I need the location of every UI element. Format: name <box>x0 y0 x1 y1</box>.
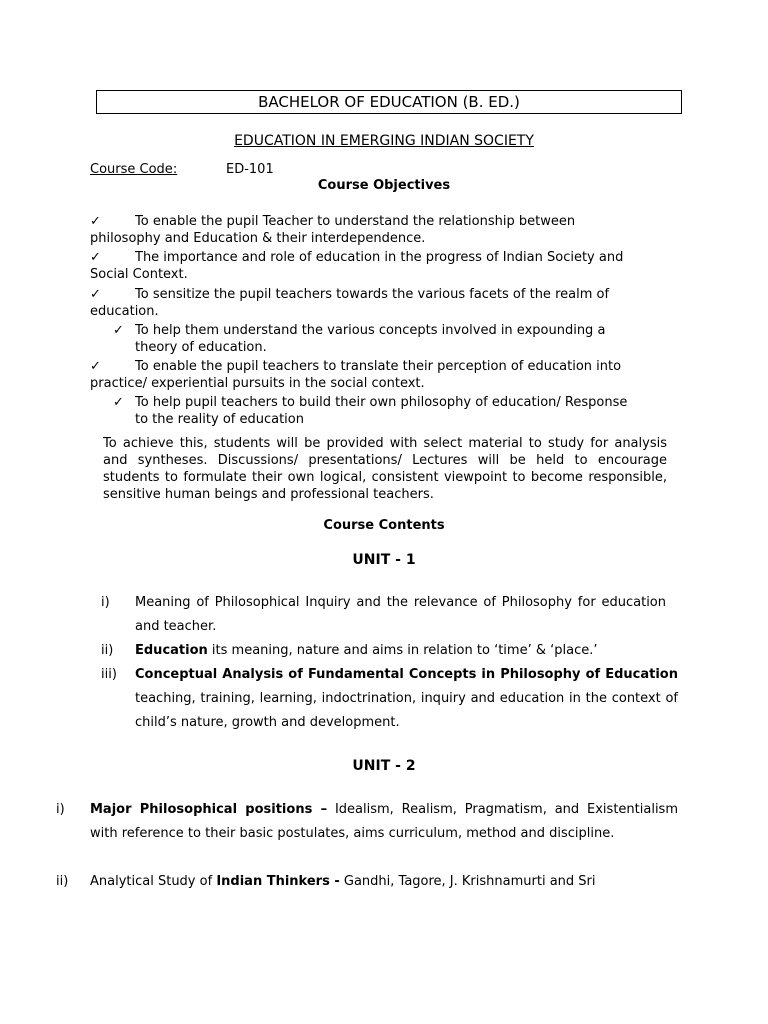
item-text-prefix: Analytical Study of <box>90 874 217 889</box>
objective-continuation: Social Context. <box>90 267 188 282</box>
objective-item <box>90 213 666 247</box>
objective-item <box>90 286 666 320</box>
objective-continuation: philosophy and Education & their interdependence. <box>90 231 426 246</box>
objective-line: To enable the pupil teachers to translate their perception of education into <box>135 359 622 374</box>
objective-line: To help them understand the various concepts involved in expounding a <box>135 323 606 338</box>
checkmark-icon: ✓ <box>90 287 101 302</box>
document-title: BACHELOR OF EDUCATION (B. ED.) <box>96 90 682 114</box>
objective-item <box>90 249 666 283</box>
unit-1-item <box>135 591 666 639</box>
checkmark-icon: ✓ <box>113 395 124 410</box>
item-text: Idealism, Realism, Pragmatism, and Existentialism with reference to their basic postulates, aims curriculum, method and discipline. <box>90 802 678 841</box>
item-bold-text: Conceptual Analysis of Fundamental Concepts in Philosophy of Education <box>135 667 678 682</box>
item-bold-text: Education <box>135 643 208 658</box>
objective-line: The importance and role of education in the progress of Indian Society and <box>135 250 624 265</box>
list-number: i) <box>101 595 110 610</box>
objectives-heading: Course Objectives <box>317 178 451 193</box>
course-subtitle: EDUCATION IN EMERGING INDIAN SOCIETY <box>234 133 534 149</box>
objective-continuation: practice/ experiential pursuits in the social context. <box>90 376 425 391</box>
list-number: ii) <box>56 874 69 889</box>
intro-paragraph: To achieve this, students will be provided with select material to study for analysis and syntheses. Discussions/ presentations/ Lectures will be held to encourage students to formulate their own logical, consistent viewpoint to become responsible, sensitive human beings and professional teachers. <box>103 436 667 502</box>
list-number: i) <box>56 802 65 817</box>
objective-continuation: to the reality of education <box>135 412 304 427</box>
objective-line: To enable the pupil Teacher to understand the relationship between <box>135 214 576 229</box>
checkmark-icon: ✓ <box>113 323 124 338</box>
objective-continuation: theory of education. <box>135 340 267 355</box>
item-text: teaching, training, learning, indoctrination, inquiry and education in the context of child’s nature, growth and development. <box>135 691 678 730</box>
item-text: Gandhi, Tagore, J. Krishnamurti and Sri <box>339 874 596 889</box>
unit-1-item <box>135 663 678 735</box>
unit-2-heading: UNIT - 2 <box>352 758 416 774</box>
contents-heading: Course Contents <box>323 518 445 533</box>
item-text: its meaning, nature and aims in relation to ‘time’ & ‘place.’ <box>207 643 598 658</box>
list-number: ii) <box>101 643 114 658</box>
unit-2-item <box>90 870 690 894</box>
item-bold-text: Major Philosophical positions – <box>90 802 328 817</box>
unit-1-item <box>135 639 666 663</box>
course-code-colon: : <box>172 162 178 177</box>
course-code-row <box>90 162 274 177</box>
objective-item <box>113 322 677 356</box>
objective-item <box>90 358 666 392</box>
checkmark-icon: ✓ <box>90 214 101 229</box>
objective-item <box>113 394 677 428</box>
unit-2-item <box>90 798 678 846</box>
objective-line: To sensitize the pupil teachers towards the various facets of the realm of <box>135 287 610 302</box>
course-code-value: ED-101 <box>226 162 274 177</box>
objective-line: To help pupil teachers to build their own philosophy of education/ Response <box>135 395 628 410</box>
objective-continuation: education. <box>90 304 159 319</box>
item-bold-text: Indian Thinkers - <box>216 874 340 889</box>
item-text: Meaning of Philosophical Inquiry and the relevance of Philosophy for education and teacher. <box>135 595 666 634</box>
checkmark-icon: ✓ <box>90 359 101 374</box>
checkmark-icon: ✓ <box>90 250 101 265</box>
list-number: iii) <box>101 667 117 682</box>
unit-1-heading: UNIT - 1 <box>352 552 416 568</box>
course-code-label: Course Code <box>90 162 173 177</box>
